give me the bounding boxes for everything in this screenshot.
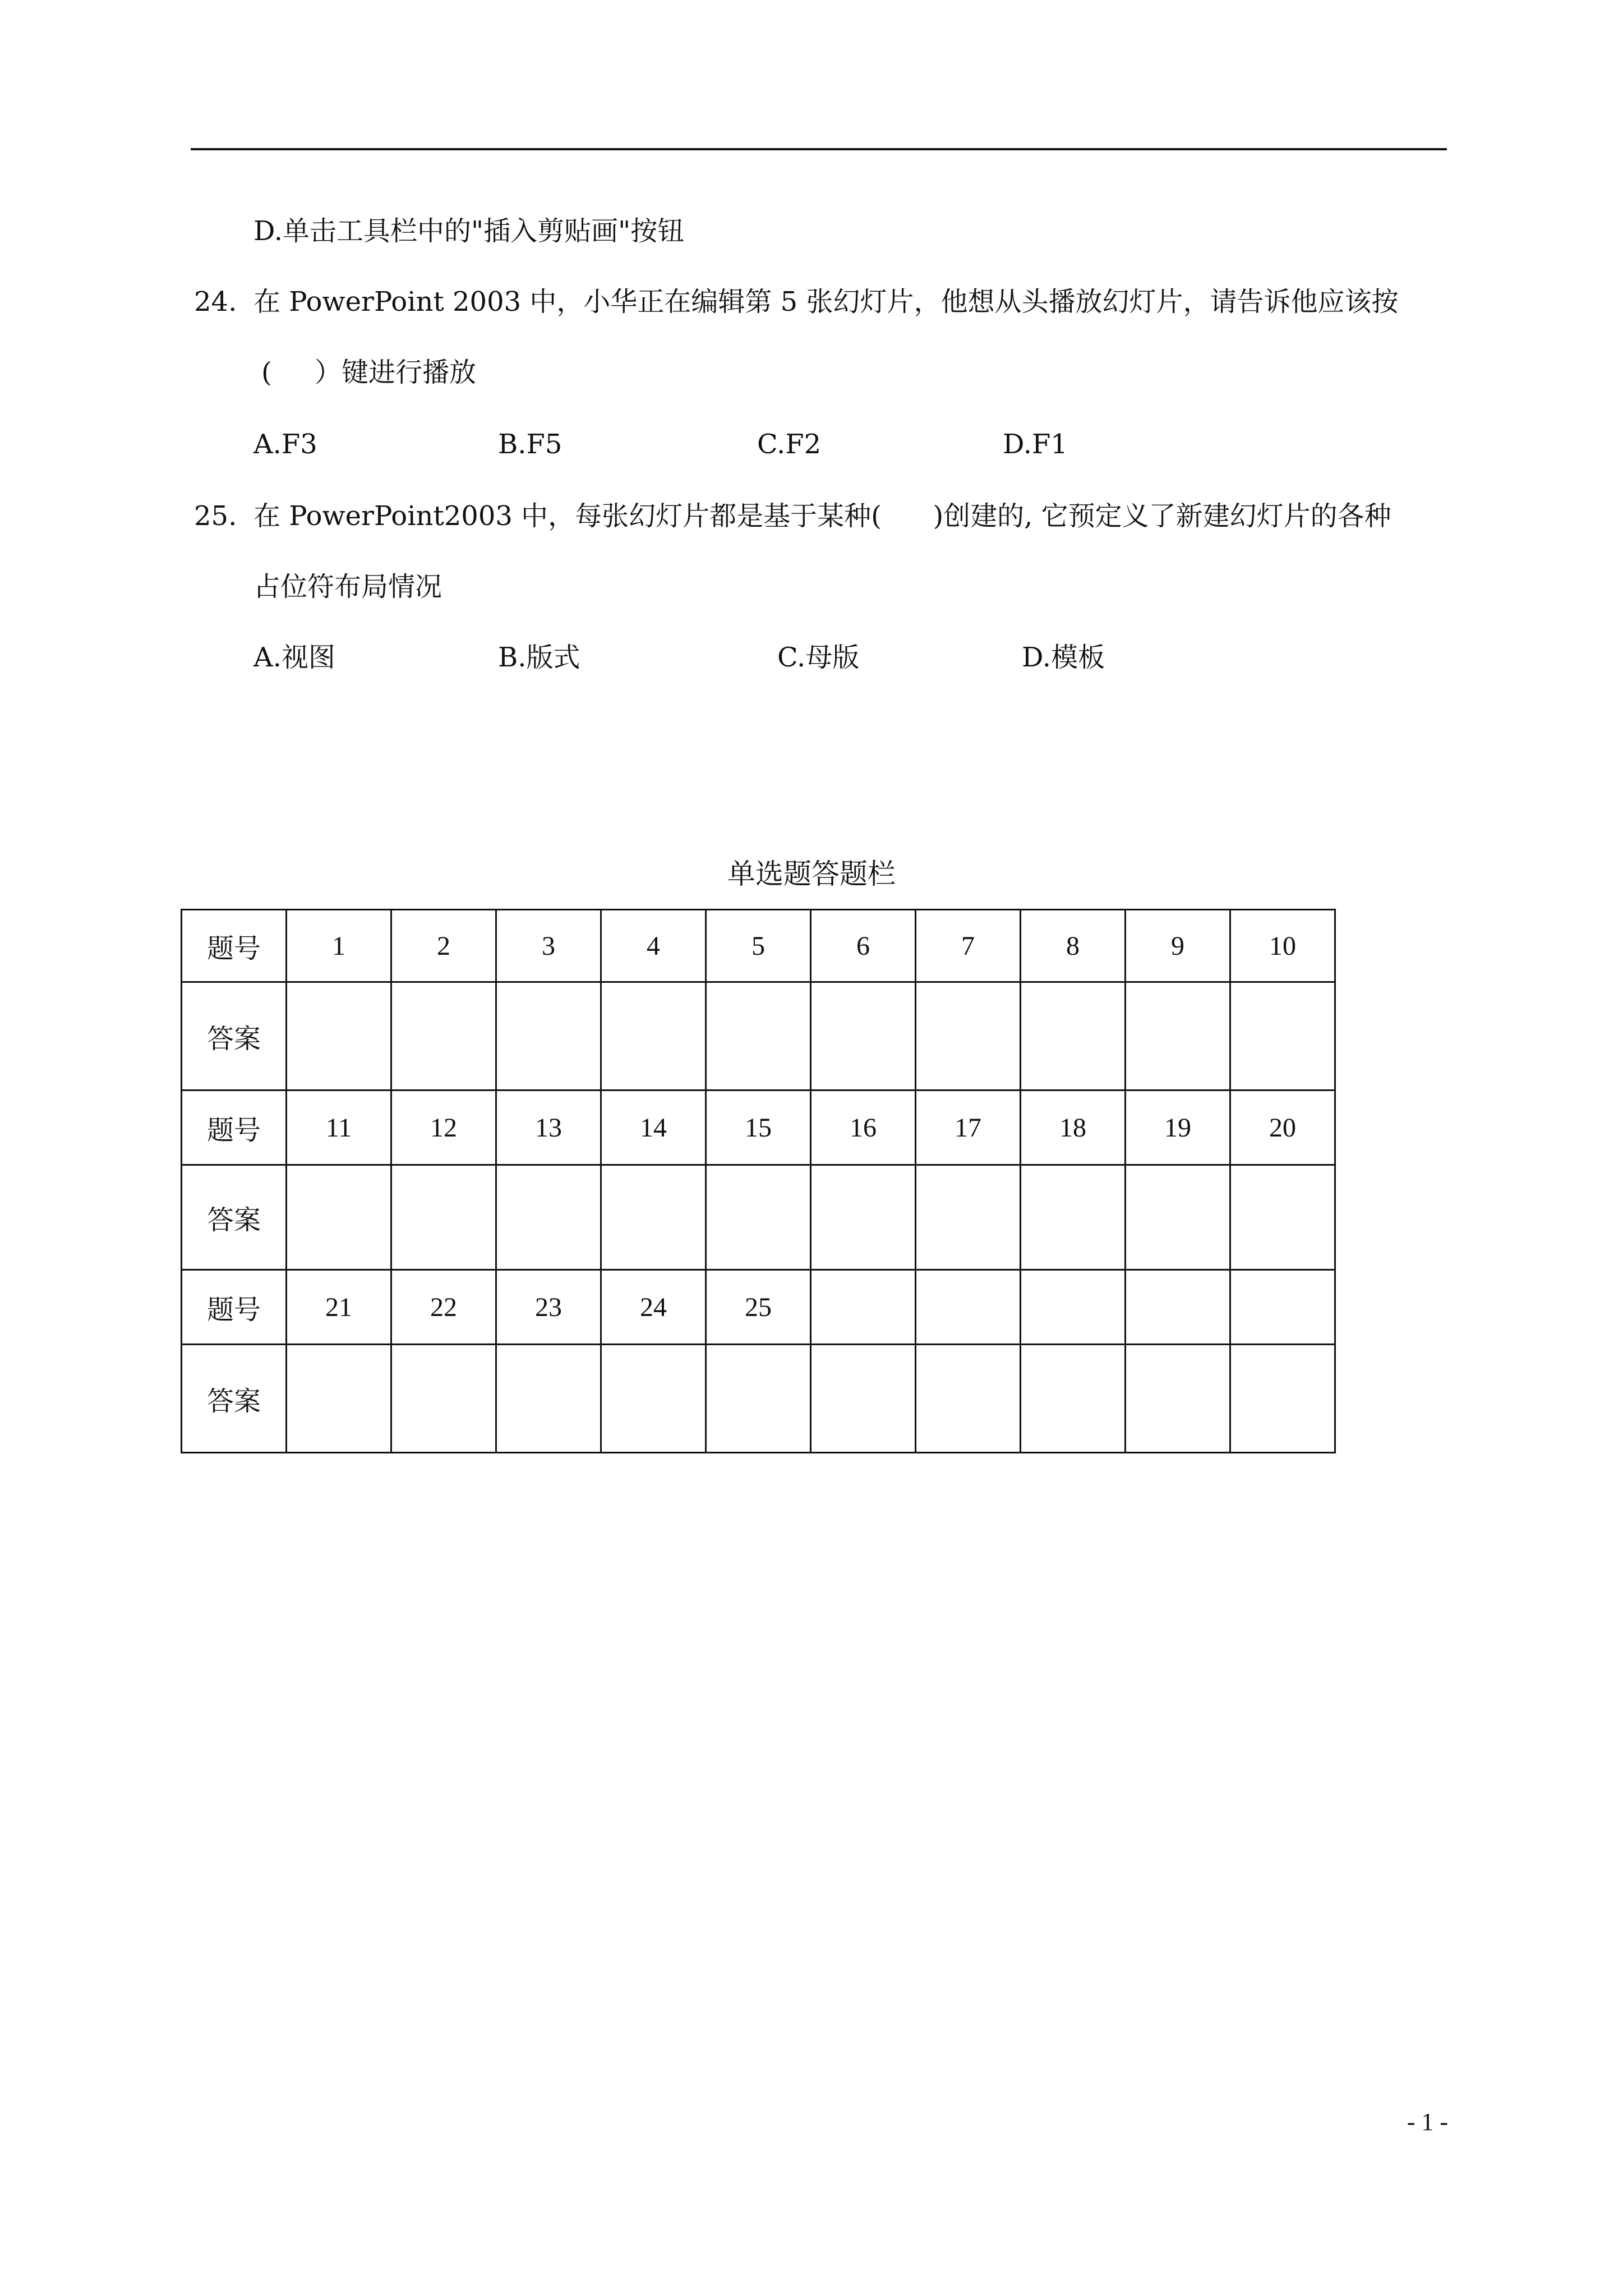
- table-row: [182, 1270, 1335, 1345]
- question-number-cell: 8: [1021, 910, 1126, 982]
- question-number-cell: 3: [496, 910, 601, 982]
- row-label-number: 题号: [182, 910, 287, 982]
- question-number-cell: 13: [496, 1091, 601, 1165]
- table-row: [182, 1345, 1335, 1453]
- question-24-option-a: A.F3: [253, 429, 317, 460]
- answer-cell[interactable]: [811, 1345, 916, 1453]
- answer-cell[interactable]: [1021, 982, 1126, 1091]
- row-label-answer: 答案: [182, 982, 287, 1091]
- question-24-option-b: B.F5: [498, 429, 562, 460]
- question-25-stem-line1: 在 PowerPoint2003 中，每张幻灯片都是基于某种( )创建的, 它预定义了新建幻灯片的各种: [253, 500, 1391, 532]
- question-number-cell: [916, 1270, 1021, 1345]
- question-number-cell: 12: [391, 1091, 496, 1165]
- question-number-cell: 15: [706, 1091, 811, 1165]
- question-number-cell: [1021, 1270, 1126, 1345]
- answer-cell[interactable]: [1126, 1165, 1230, 1270]
- answer-cell[interactable]: [1021, 1165, 1126, 1270]
- answer-cell[interactable]: [811, 982, 916, 1091]
- answer-cell[interactable]: [1126, 1345, 1230, 1453]
- answer-cell[interactable]: [1230, 1165, 1335, 1270]
- question-25-option-c: C.母版: [777, 642, 860, 673]
- question-24-number: 24.: [194, 286, 237, 318]
- question-number-cell: [1126, 1270, 1230, 1345]
- question-number-cell: 7: [916, 910, 1021, 982]
- answer-cell[interactable]: [287, 982, 391, 1091]
- question-25-stem-line2: 占位符布局情况: [253, 571, 442, 602]
- previous-question-option-d: D.单击工具栏中的"插入剪贴画"按钮: [253, 215, 685, 247]
- question-25-number: 25.: [194, 500, 237, 532]
- question-25-option-a: A.视图: [253, 642, 335, 673]
- answer-cell[interactable]: [601, 1345, 706, 1453]
- header-rule: [191, 148, 1447, 150]
- question-24-option-d: D.F1: [1003, 429, 1068, 460]
- answer-cell[interactable]: [496, 982, 601, 1091]
- answer-cell[interactable]: [601, 982, 706, 1091]
- answer-cell[interactable]: [916, 982, 1021, 1091]
- question-number-cell: 14: [601, 1091, 706, 1165]
- question-number-cell: 9: [1126, 910, 1230, 982]
- answer-cell[interactable]: [706, 1345, 811, 1453]
- row-label-answer: 答案: [182, 1345, 287, 1453]
- answer-cell[interactable]: [287, 1345, 391, 1453]
- table-row: [182, 1091, 1335, 1165]
- answer-cell[interactable]: [1230, 1345, 1335, 1453]
- table-row: [182, 910, 1335, 982]
- question-number-cell: 19: [1126, 1091, 1230, 1165]
- answer-cell[interactable]: [706, 982, 811, 1091]
- answer-cell[interactable]: [916, 1165, 1021, 1270]
- question-number-cell: 23: [496, 1270, 601, 1345]
- question-number-cell: [1230, 1270, 1335, 1345]
- answer-cell[interactable]: [287, 1165, 391, 1270]
- answer-table: [181, 909, 1336, 1453]
- question-24-option-c: C.F2: [757, 429, 822, 460]
- answer-cell[interactable]: [391, 982, 496, 1091]
- answer-cell[interactable]: [916, 1345, 1021, 1453]
- row-label-number: 题号: [182, 1091, 287, 1165]
- row-label-answer: 答案: [182, 1165, 287, 1270]
- question-number-cell: 18: [1021, 1091, 1126, 1165]
- question-25-option-b: B.版式: [498, 642, 580, 673]
- answer-cell[interactable]: [496, 1345, 601, 1453]
- answer-cell[interactable]: [601, 1165, 706, 1270]
- question-number-cell: 24: [601, 1270, 706, 1345]
- answer-cell[interactable]: [1230, 982, 1335, 1091]
- question-number-cell: 16: [811, 1091, 916, 1165]
- question-24-stem-line1: 在 PowerPoint 2003 中，小华正在编辑第 5 张幻灯片，他想从头播放幻灯片，请告诉他应该按: [253, 286, 1399, 318]
- answer-cell[interactable]: [391, 1345, 496, 1453]
- question-number-cell: 20: [1230, 1091, 1335, 1165]
- answer-cell[interactable]: [391, 1165, 496, 1270]
- question-number-cell: 2: [391, 910, 496, 982]
- page-number: - 1 -: [1407, 2108, 1448, 2136]
- table-row: [182, 982, 1335, 1091]
- answer-cell[interactable]: [706, 1165, 811, 1270]
- question-24-stem-line2: ( ）键进行播放: [261, 357, 477, 388]
- question-number-cell: 10: [1230, 910, 1335, 982]
- question-number-cell: [811, 1270, 916, 1345]
- question-number-cell: 17: [916, 1091, 1021, 1165]
- row-label-number: 题号: [182, 1270, 287, 1345]
- answer-cell[interactable]: [1126, 982, 1230, 1091]
- question-25-option-d: D.模板: [1022, 642, 1105, 673]
- answer-cell[interactable]: [811, 1165, 916, 1270]
- question-number-cell: 5: [706, 910, 811, 982]
- question-number-cell: 21: [287, 1270, 391, 1345]
- question-number-cell: 4: [601, 910, 706, 982]
- question-number-cell: 25: [706, 1270, 811, 1345]
- question-number-cell: 22: [391, 1270, 496, 1345]
- answer-cell[interactable]: [1021, 1345, 1126, 1453]
- question-number-cell: 1: [287, 910, 391, 982]
- table-row: [182, 1165, 1335, 1270]
- question-number-cell: 11: [287, 1091, 391, 1165]
- answer-cell[interactable]: [496, 1165, 601, 1270]
- question-number-cell: 6: [811, 910, 916, 982]
- answer-table-title: 单选题答题栏: [727, 858, 896, 890]
